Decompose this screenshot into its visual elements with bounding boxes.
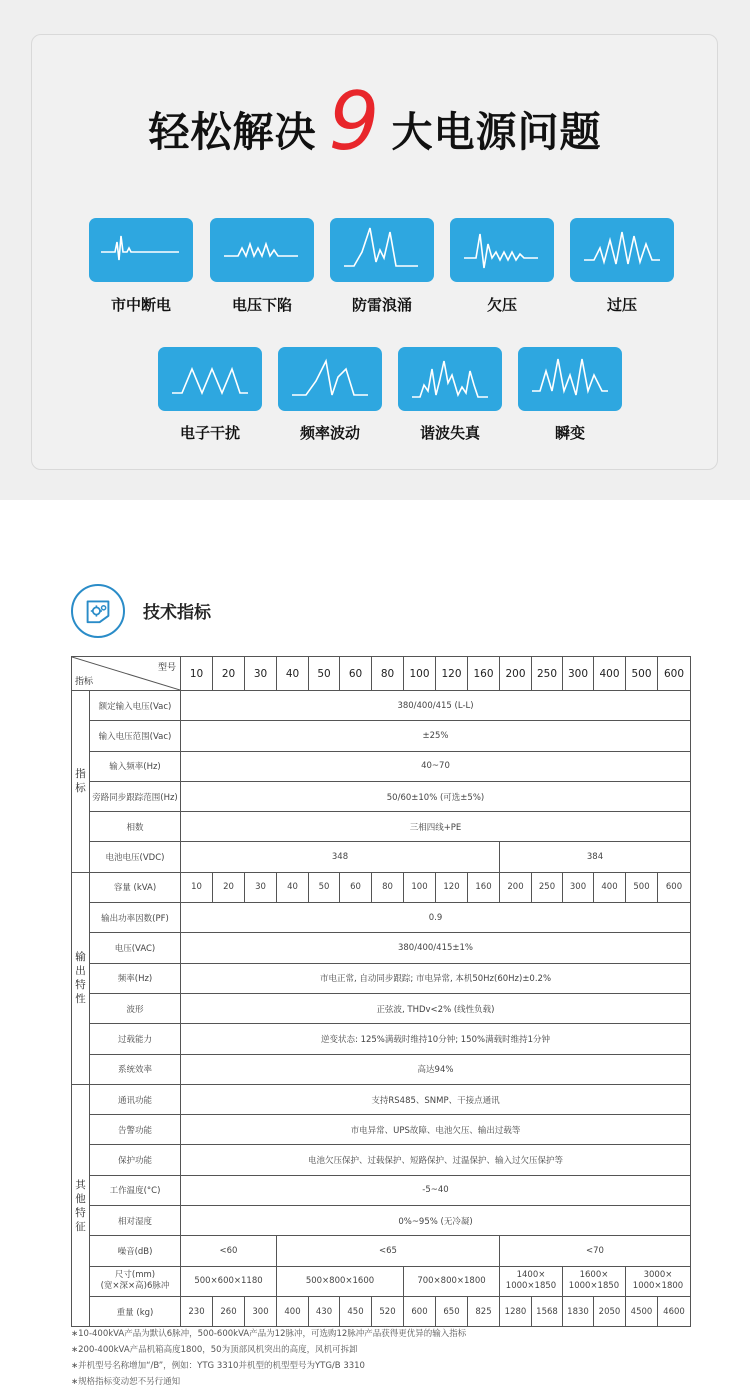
problem-label: 过压 xyxy=(606,296,637,314)
weight-cell: 230 xyxy=(181,1296,213,1326)
capacity-cell: 10 xyxy=(181,872,213,902)
row-value: 逆变状态: 125%满载时维持10分钟; 150%满载时维持1分钟 xyxy=(181,1024,691,1054)
table-row xyxy=(72,1115,691,1145)
hero-title-left: 轻松解决 xyxy=(148,107,317,156)
table-row xyxy=(72,993,691,1023)
header-indicator-label: 指标 xyxy=(75,677,94,687)
row-value: 500×600×1180 xyxy=(181,1266,277,1296)
settings-shield-icon xyxy=(71,584,125,638)
table-row xyxy=(72,1024,691,1054)
row-label: 旁路同步跟踪范围(Hz) xyxy=(90,781,181,811)
row-label: 过载能力 xyxy=(90,1024,181,1054)
row-value: 380/400/415±1% xyxy=(181,933,691,963)
row-label: 噪音(dB) xyxy=(90,1236,181,1266)
capacity-cell: 30 xyxy=(245,872,277,902)
frequency-fluctuation-icon xyxy=(278,347,382,411)
row-value: <65 xyxy=(277,1236,500,1266)
row-label: 保护功能 xyxy=(90,1145,181,1175)
row-value: 1600× 1000×1850 xyxy=(563,1266,626,1296)
overvoltage-icon xyxy=(570,218,674,282)
row-label: 容量 (kVA) xyxy=(90,872,181,902)
table-row xyxy=(72,781,691,811)
weight-cell: 300 xyxy=(245,1296,277,1326)
footnote: ∗10-400kVA产品为默认6脉冲，500-600kVA产品为12脉冲，可选购12脉冲产品获得更优异的输入指标 xyxy=(71,1329,467,1339)
table-row xyxy=(72,1236,691,1266)
footnote: ∗规格指标变动恕不另行通知 xyxy=(71,1377,181,1387)
row-value: 40~70 xyxy=(181,751,691,781)
model-cell: 400 xyxy=(594,657,626,691)
weight-cell: 1280 xyxy=(500,1296,532,1326)
model-cell: 10 xyxy=(181,657,213,691)
capacity-cell: 160 xyxy=(468,872,500,902)
table-row xyxy=(72,1145,691,1175)
model-cell: 40 xyxy=(277,657,309,691)
weight-cell: 600 xyxy=(404,1296,436,1326)
weight-cell: 1568 xyxy=(532,1296,563,1326)
row-value: 500×800×1600 xyxy=(277,1266,404,1296)
capacity-cell: 300 xyxy=(563,872,594,902)
group-output-label: 输 出 特 性 xyxy=(72,872,90,1084)
capacity-cell: 80 xyxy=(372,872,404,902)
row-value: 市电异常、UPS故障、电池欠压、输出过载等 xyxy=(181,1115,691,1145)
row-value: -5~40 xyxy=(181,1175,691,1205)
weight-cell: 400 xyxy=(277,1296,309,1326)
model-cell: 600 xyxy=(658,657,691,691)
capacity-cell: 100 xyxy=(404,872,436,902)
table-row xyxy=(72,751,691,781)
row-value: <70 xyxy=(500,1236,691,1266)
model-cell: 500 xyxy=(626,657,658,691)
row-label: 系统效率 xyxy=(90,1054,181,1084)
spec-table xyxy=(71,656,691,1327)
footnote: ∗并机型号名称增加“/B”，例如：YTG 3310并机型的机型型号为YTG/B 3310 xyxy=(71,1361,365,1371)
table-header-row xyxy=(72,657,691,691)
row-label: 输入频率(Hz) xyxy=(90,751,181,781)
model-cell: 100 xyxy=(404,657,436,691)
weight-cell: 650 xyxy=(436,1296,468,1326)
row-value: 700×800×1800 xyxy=(404,1266,500,1296)
header-model-label: 型号 xyxy=(157,663,176,673)
row-label: 输入电压范围(Vac) xyxy=(90,721,181,751)
table-row xyxy=(72,872,691,902)
table-row xyxy=(72,721,691,751)
model-cell: 30 xyxy=(245,657,277,691)
hero-title-number: 9 xyxy=(328,75,380,168)
row-value: 1400× 1000×1850 xyxy=(500,1266,563,1296)
row-label: 电压(VAC) xyxy=(90,933,181,963)
row-value: 电池欠压保护、过载保护、短路保护、过温保护、输入过欠压保护等 xyxy=(181,1145,691,1175)
row-value: 高达94% xyxy=(181,1054,691,1084)
capacity-cell: 40 xyxy=(277,872,309,902)
row-value: 0%~95% (无冷凝) xyxy=(181,1206,691,1236)
model-cell: 50 xyxy=(309,657,340,691)
row-value: 348 xyxy=(181,842,500,872)
problem-label: 电子干扰 xyxy=(179,424,240,442)
capacity-cell: 20 xyxy=(213,872,245,902)
row-label: 额定输入电压(Vac) xyxy=(90,691,181,721)
problem-label: 频率波动 xyxy=(299,424,360,442)
row-label: 重量 (kg) xyxy=(90,1296,181,1326)
transient-icon xyxy=(518,347,622,411)
row-label: 波形 xyxy=(90,993,181,1023)
model-cell: 60 xyxy=(340,657,372,691)
table-row xyxy=(72,1296,691,1326)
weight-cell: 520 xyxy=(372,1296,404,1326)
header-diagonal-cell xyxy=(72,657,181,691)
weight-cell: 260 xyxy=(213,1296,245,1326)
problem-label: 市中断电 xyxy=(110,296,171,314)
row-label: 相数 xyxy=(90,812,181,842)
row-label: 尺寸(mm) (宽×深×高)6脉冲 xyxy=(90,1266,181,1296)
table-row xyxy=(72,933,691,963)
table-row xyxy=(72,1175,691,1205)
lightning-surge-icon xyxy=(330,218,434,282)
weight-cell: 430 xyxy=(309,1296,340,1326)
model-cell: 250 xyxy=(532,657,563,691)
capacity-cell: 250 xyxy=(532,872,563,902)
group-other-label: 其 他 特 征 xyxy=(72,1084,90,1326)
row-value: 3000× 1000×1800 xyxy=(626,1266,691,1296)
row-value: 正弦波, THDv<2% (线性负载) xyxy=(181,993,691,1023)
capacity-cell: 600 xyxy=(658,872,691,902)
row-value: <60 xyxy=(181,1236,277,1266)
hero-title-right: 大电源问题 xyxy=(391,107,602,156)
table-row xyxy=(72,903,691,933)
row-value: 50/60±10% (可选±5%) xyxy=(181,781,691,811)
table-row xyxy=(72,691,691,721)
model-cell: 160 xyxy=(468,657,500,691)
row-label: 相对湿度 xyxy=(90,1206,181,1236)
weight-cell: 2050 xyxy=(594,1296,626,1326)
group-input-label: 指 标 xyxy=(72,691,90,873)
weight-cell: 4500 xyxy=(626,1296,658,1326)
capacity-cell: 60 xyxy=(340,872,372,902)
weight-cell: 1830 xyxy=(563,1296,594,1326)
table-row xyxy=(72,1084,691,1114)
footnote: ∗200-400kVA产品机箱高度1800，50为顶部风机突出的高度，风机可拆卸 xyxy=(71,1345,358,1355)
table-row xyxy=(72,812,691,842)
row-value: 市电正常, 自动同步跟踪; 市电异常, 本机50Hz(60Hz)±0.2% xyxy=(181,963,691,993)
table-row xyxy=(72,1054,691,1084)
row-value: 三相四线+PE xyxy=(181,812,691,842)
power-outage-icon xyxy=(89,218,193,282)
model-cell: 80 xyxy=(372,657,404,691)
row-value: 支持RS485、SNMP、干接点通讯 xyxy=(181,1084,691,1114)
footnotes xyxy=(71,1326,711,1390)
harmonic-distortion-icon xyxy=(398,347,502,411)
weight-cell: 450 xyxy=(340,1296,372,1326)
problem-label: 电压下陷 xyxy=(231,296,292,314)
row-value: 0.9 xyxy=(181,903,691,933)
spec-section-title: 技术指标 xyxy=(143,603,211,623)
weight-cell: 825 xyxy=(468,1296,500,1326)
row-label: 频率(Hz) xyxy=(90,963,181,993)
capacity-cell: 400 xyxy=(594,872,626,902)
weight-cell: 4600 xyxy=(658,1296,691,1326)
row-label: 输出功率因数(PF) xyxy=(90,903,181,933)
model-cell: 300 xyxy=(563,657,594,691)
model-cell: 200 xyxy=(500,657,532,691)
row-value: ±25% xyxy=(181,721,691,751)
row-value: 384 xyxy=(500,842,691,872)
table-row xyxy=(72,963,691,993)
capacity-cell: 200 xyxy=(500,872,532,902)
problem-label: 瞬变 xyxy=(554,424,585,442)
row-label: 告警功能 xyxy=(90,1115,181,1145)
problem-label: 谐波失真 xyxy=(419,424,480,442)
problem-label: 防雷浪涌 xyxy=(351,296,412,314)
table-row xyxy=(72,1206,691,1236)
table-row xyxy=(72,1266,691,1296)
undervoltage-icon xyxy=(450,218,554,282)
table-row xyxy=(72,842,691,872)
voltage-sag-icon xyxy=(210,218,314,282)
row-label: 通讯功能 xyxy=(90,1084,181,1114)
row-label: 电池电压(VDC) xyxy=(90,842,181,872)
row-label: 工作温度(°C) xyxy=(90,1175,181,1205)
electronic-interference-icon xyxy=(158,347,262,411)
row-value: 380/400/415 (L-L) xyxy=(181,691,691,721)
model-cell: 20 xyxy=(213,657,245,691)
capacity-cell: 50 xyxy=(309,872,340,902)
problem-label: 欠压 xyxy=(486,296,517,314)
capacity-cell: 120 xyxy=(436,872,468,902)
hero-title xyxy=(0,75,750,168)
capacity-cell: 500 xyxy=(626,872,658,902)
model-cell: 120 xyxy=(436,657,468,691)
